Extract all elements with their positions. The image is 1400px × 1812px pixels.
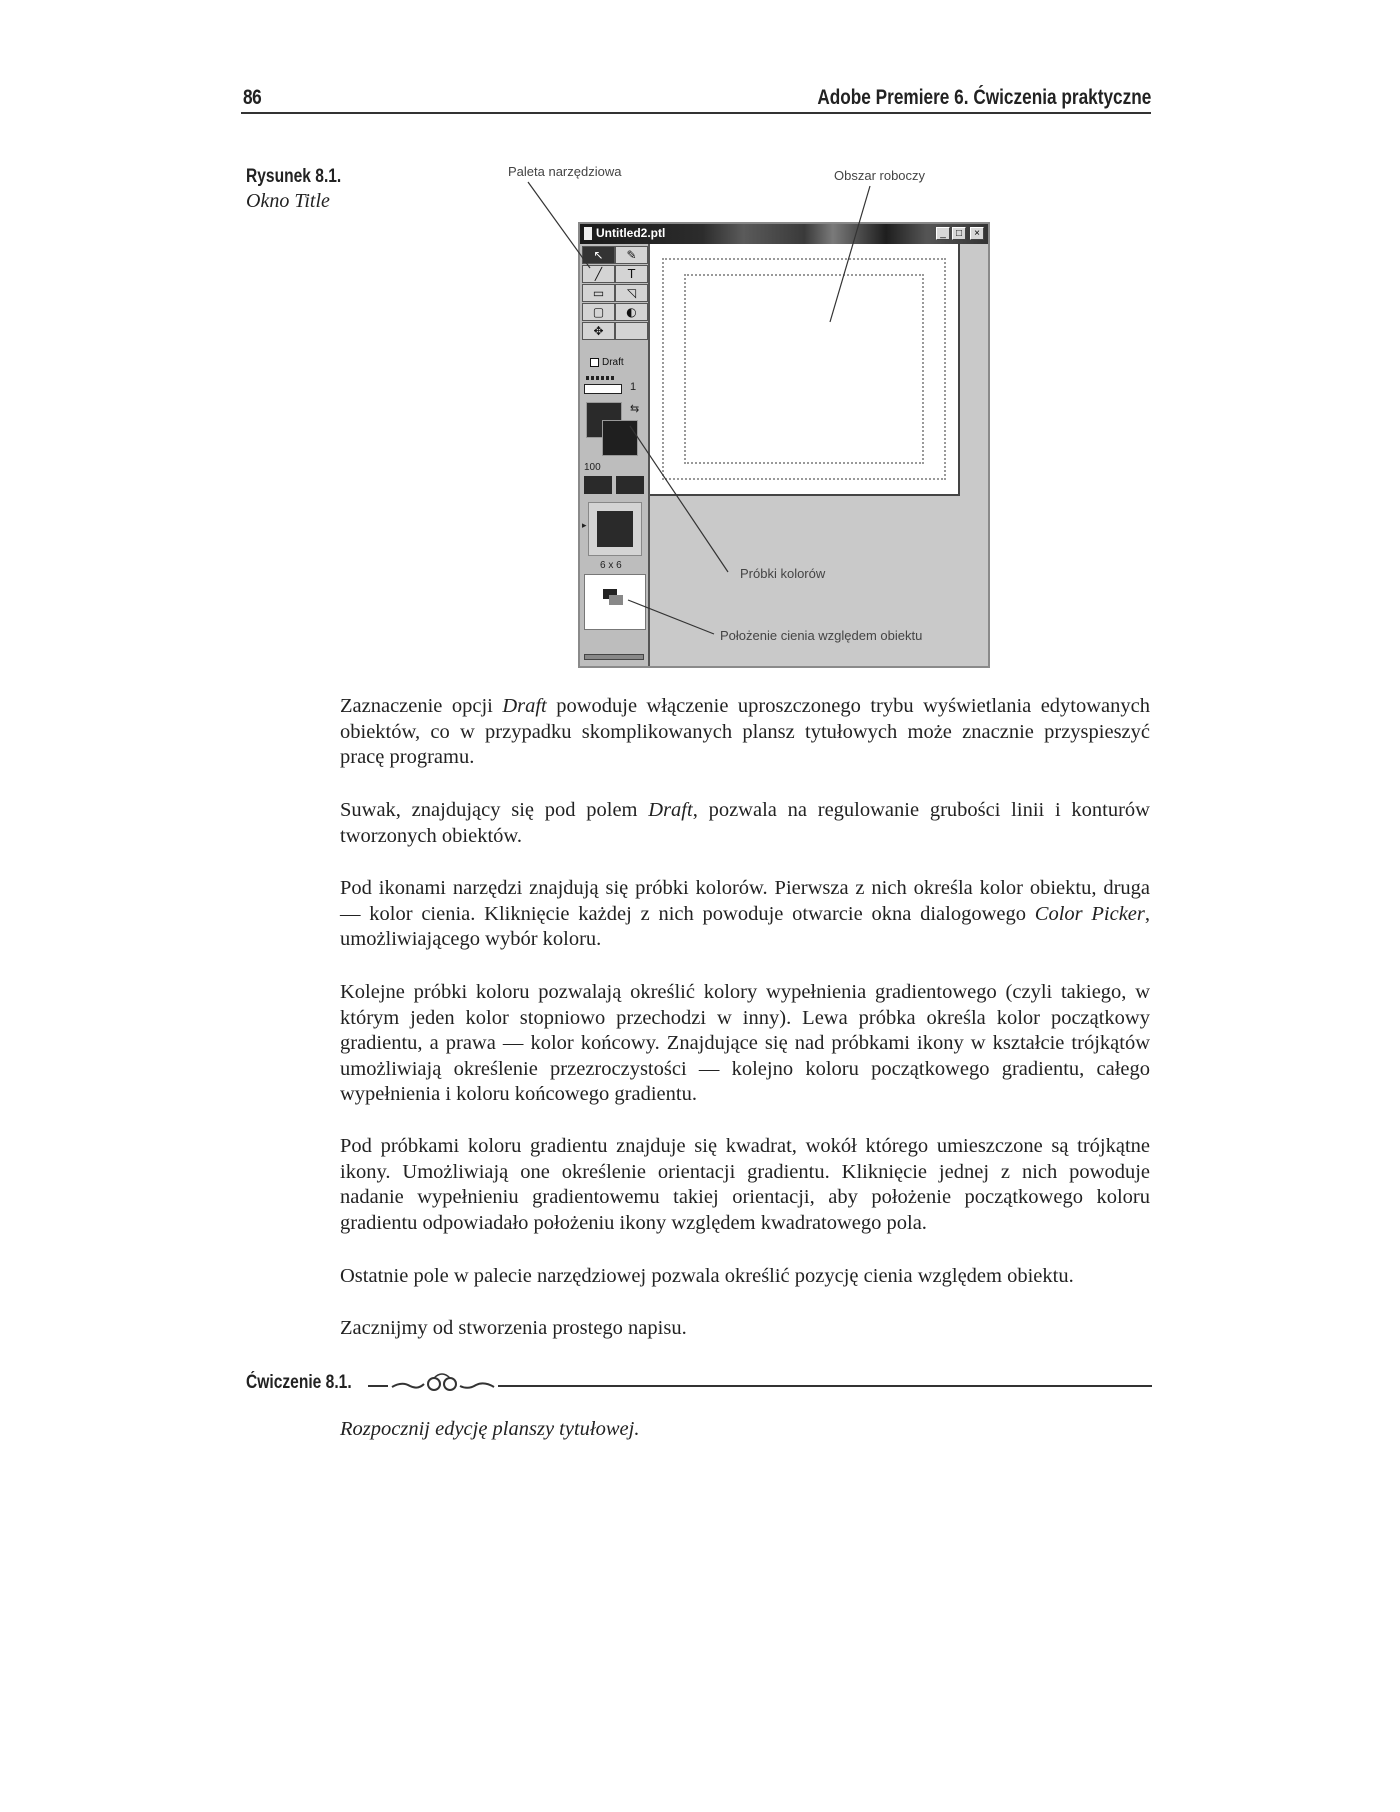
line-width-value: 1 — [630, 381, 637, 393]
text-tool-icon: T — [615, 265, 648, 283]
paragraph-6: Ostatnie pole w palecie narzędziowej pozwala określić pozycję cienia względem obiektu. — [340, 1265, 1074, 1287]
page-number: 86 — [243, 86, 262, 109]
exercise-label: Ćwiczenie 8.1. — [246, 1372, 352, 1393]
callout-leader-lines — [470, 160, 1050, 670]
selection-tool-icon: ↖ — [582, 246, 615, 264]
running-title: Adobe Premiere 6. Ćwiczenia praktyczne — [816, 86, 1151, 109]
paragraph-4: Kolejne próbki koloru pozwalają określić kolory wypełnienia gradientowego (czyli takiego, w którym jeden kolor stopniowo przechodzi w inny). Lewa próbka określa kolor początkowy gradientu, a prawa — kolor końcowy. Znajdujące się nad próbkami ikony w kształcie trójkątów umożliwiają określenie przezroczystości — kolejno koloru początkowego gradientu, całego wypełnienia i koloru końcowego gradientu. — [340, 981, 1150, 1105]
oval-tool-icon: ◐ — [615, 303, 648, 321]
leader-palette — [528, 182, 590, 268]
eyedropper-tool-icon: ✎ — [615, 246, 648, 264]
rounded-rect-tool-icon: ▢ — [582, 303, 615, 321]
page-header — [241, 86, 1151, 114]
leader-shadow — [628, 600, 714, 634]
paragraph-7: Zacznijmy od stworzenia prostego napisu. — [340, 1317, 687, 1339]
leader-swatches — [630, 426, 728, 572]
paragraph-1: Zaznaczenie opcji Draft powoduje włączenie uproszczonego trybu wyświetlania edytowanych obiektów, co w przypadku skomplikowanych plansz tytułowych może znacznie przyspieszyć pracę programu. — [340, 695, 1150, 768]
line-tool-icon: ╱ — [582, 265, 615, 283]
exercise-task: Rozpocznij edycję planszy tytułowej. — [340, 1418, 640, 1440]
callout-palette: Paleta narzędziowa — [508, 164, 622, 179]
ornament-icon — [388, 1372, 498, 1398]
move-tool-icon: ✥ — [582, 322, 615, 340]
gradient-arrow-left-icon: ▸ — [582, 520, 587, 530]
figure-label: Rysunek 8.1. — [246, 166, 342, 187]
polygon-tool-icon: ◹ — [615, 284, 648, 302]
window-title: Untitled2.ptl — [596, 226, 666, 240]
grid-label: 6 x 6 — [600, 560, 622, 571]
rectangle-tool-icon: ▭ — [582, 284, 615, 302]
figure-caption-text: Okno Title — [246, 190, 330, 212]
close-icon: × — [970, 227, 984, 240]
draft-label: Draft — [602, 357, 624, 368]
swap-colors-icon: ⇆ — [630, 403, 640, 415]
paragraph-2: Suwak, znajdujący się pod polem Draft, pozwala na regulowanie grubości linii i konturów tworzonych obiektów. — [340, 799, 1150, 847]
figure-caption — [246, 166, 362, 213]
callout-shadow: Położenie cienia względem obiektu — [720, 628, 923, 643]
callout-workspace: Obszar roboczy — [834, 168, 926, 183]
title-window-screenshot — [470, 160, 1050, 670]
paragraph-5: Pod próbkami koloru gradientu znajduje się kwadrat, wokół którego umieszczone są trójkątne ikony. Umożliwiają one określenie orientacji gradientu. Kliknięcie jednej z nich powoduje nadanie wypełnieniu gradientowemu takiej orientacji, aby położenie początkowego koloru gradientu odpowiadało położeniu ikony względem kwadratowego pola. — [340, 1135, 1150, 1234]
exercise-heading — [246, 1372, 1152, 1398]
callout-swatches: Próbki kolorów — [740, 566, 826, 581]
paragraph-3: Pod ikonami narzędzi znajdują się próbki kolorów. Pierwsza z nich określa kolor obiektu, druga — kolor cienia. Kliknięcie każdej z nich powoduje otwarcie okna dialogowego Color Picker, umożliwiającego wybór koloru. — [340, 877, 1151, 950]
minimize-icon: _ — [936, 227, 950, 240]
opacity-value: 100 — [584, 462, 601, 473]
leader-workspace — [830, 186, 870, 322]
maximize-icon: □ — [952, 227, 966, 240]
